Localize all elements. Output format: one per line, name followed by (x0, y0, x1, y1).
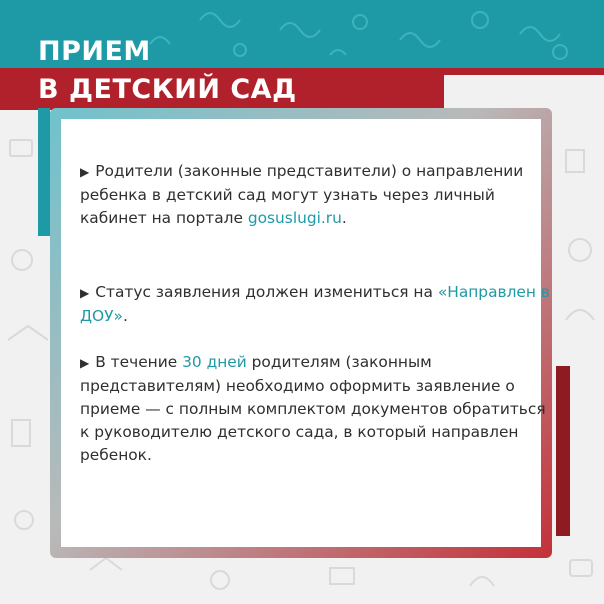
triangle-right-icon: ▶ (80, 165, 90, 179)
triangle-right-icon: ▶ (80, 356, 90, 370)
page-title-line1: ПРИЕМ (38, 36, 151, 67)
triangle-right-icon: ▶ (80, 286, 90, 300)
page-title-line2: В ДЕТСКИЙ САД (38, 74, 297, 105)
left-teal-stripe (38, 108, 50, 236)
paragraph-portal-info: ▶ Родители (законные представители) о направлении ребенка в детский сад могут узнать через личный кабинет на портале gosuslugi.ru. (80, 162, 524, 227)
paragraph-deadline: ▶ В течение 30 дней родителям (законным представителям) необходимо оформить заявление о приеме — с полным комплектом документов обратиться к руководителю детского сада, в который направлен ребенок. (80, 353, 546, 464)
paragraph-status: ▶ Статус заявления должен измениться на «Направлен в ДОУ». (80, 283, 550, 325)
right-red-bar (556, 366, 570, 536)
status-highlight: «Направлен в ДОУ» (80, 283, 550, 325)
gosuslugi-link[interactable]: gosuslugi.ru (247, 209, 342, 227)
deadline-highlight: 30 дней (182, 353, 247, 371)
